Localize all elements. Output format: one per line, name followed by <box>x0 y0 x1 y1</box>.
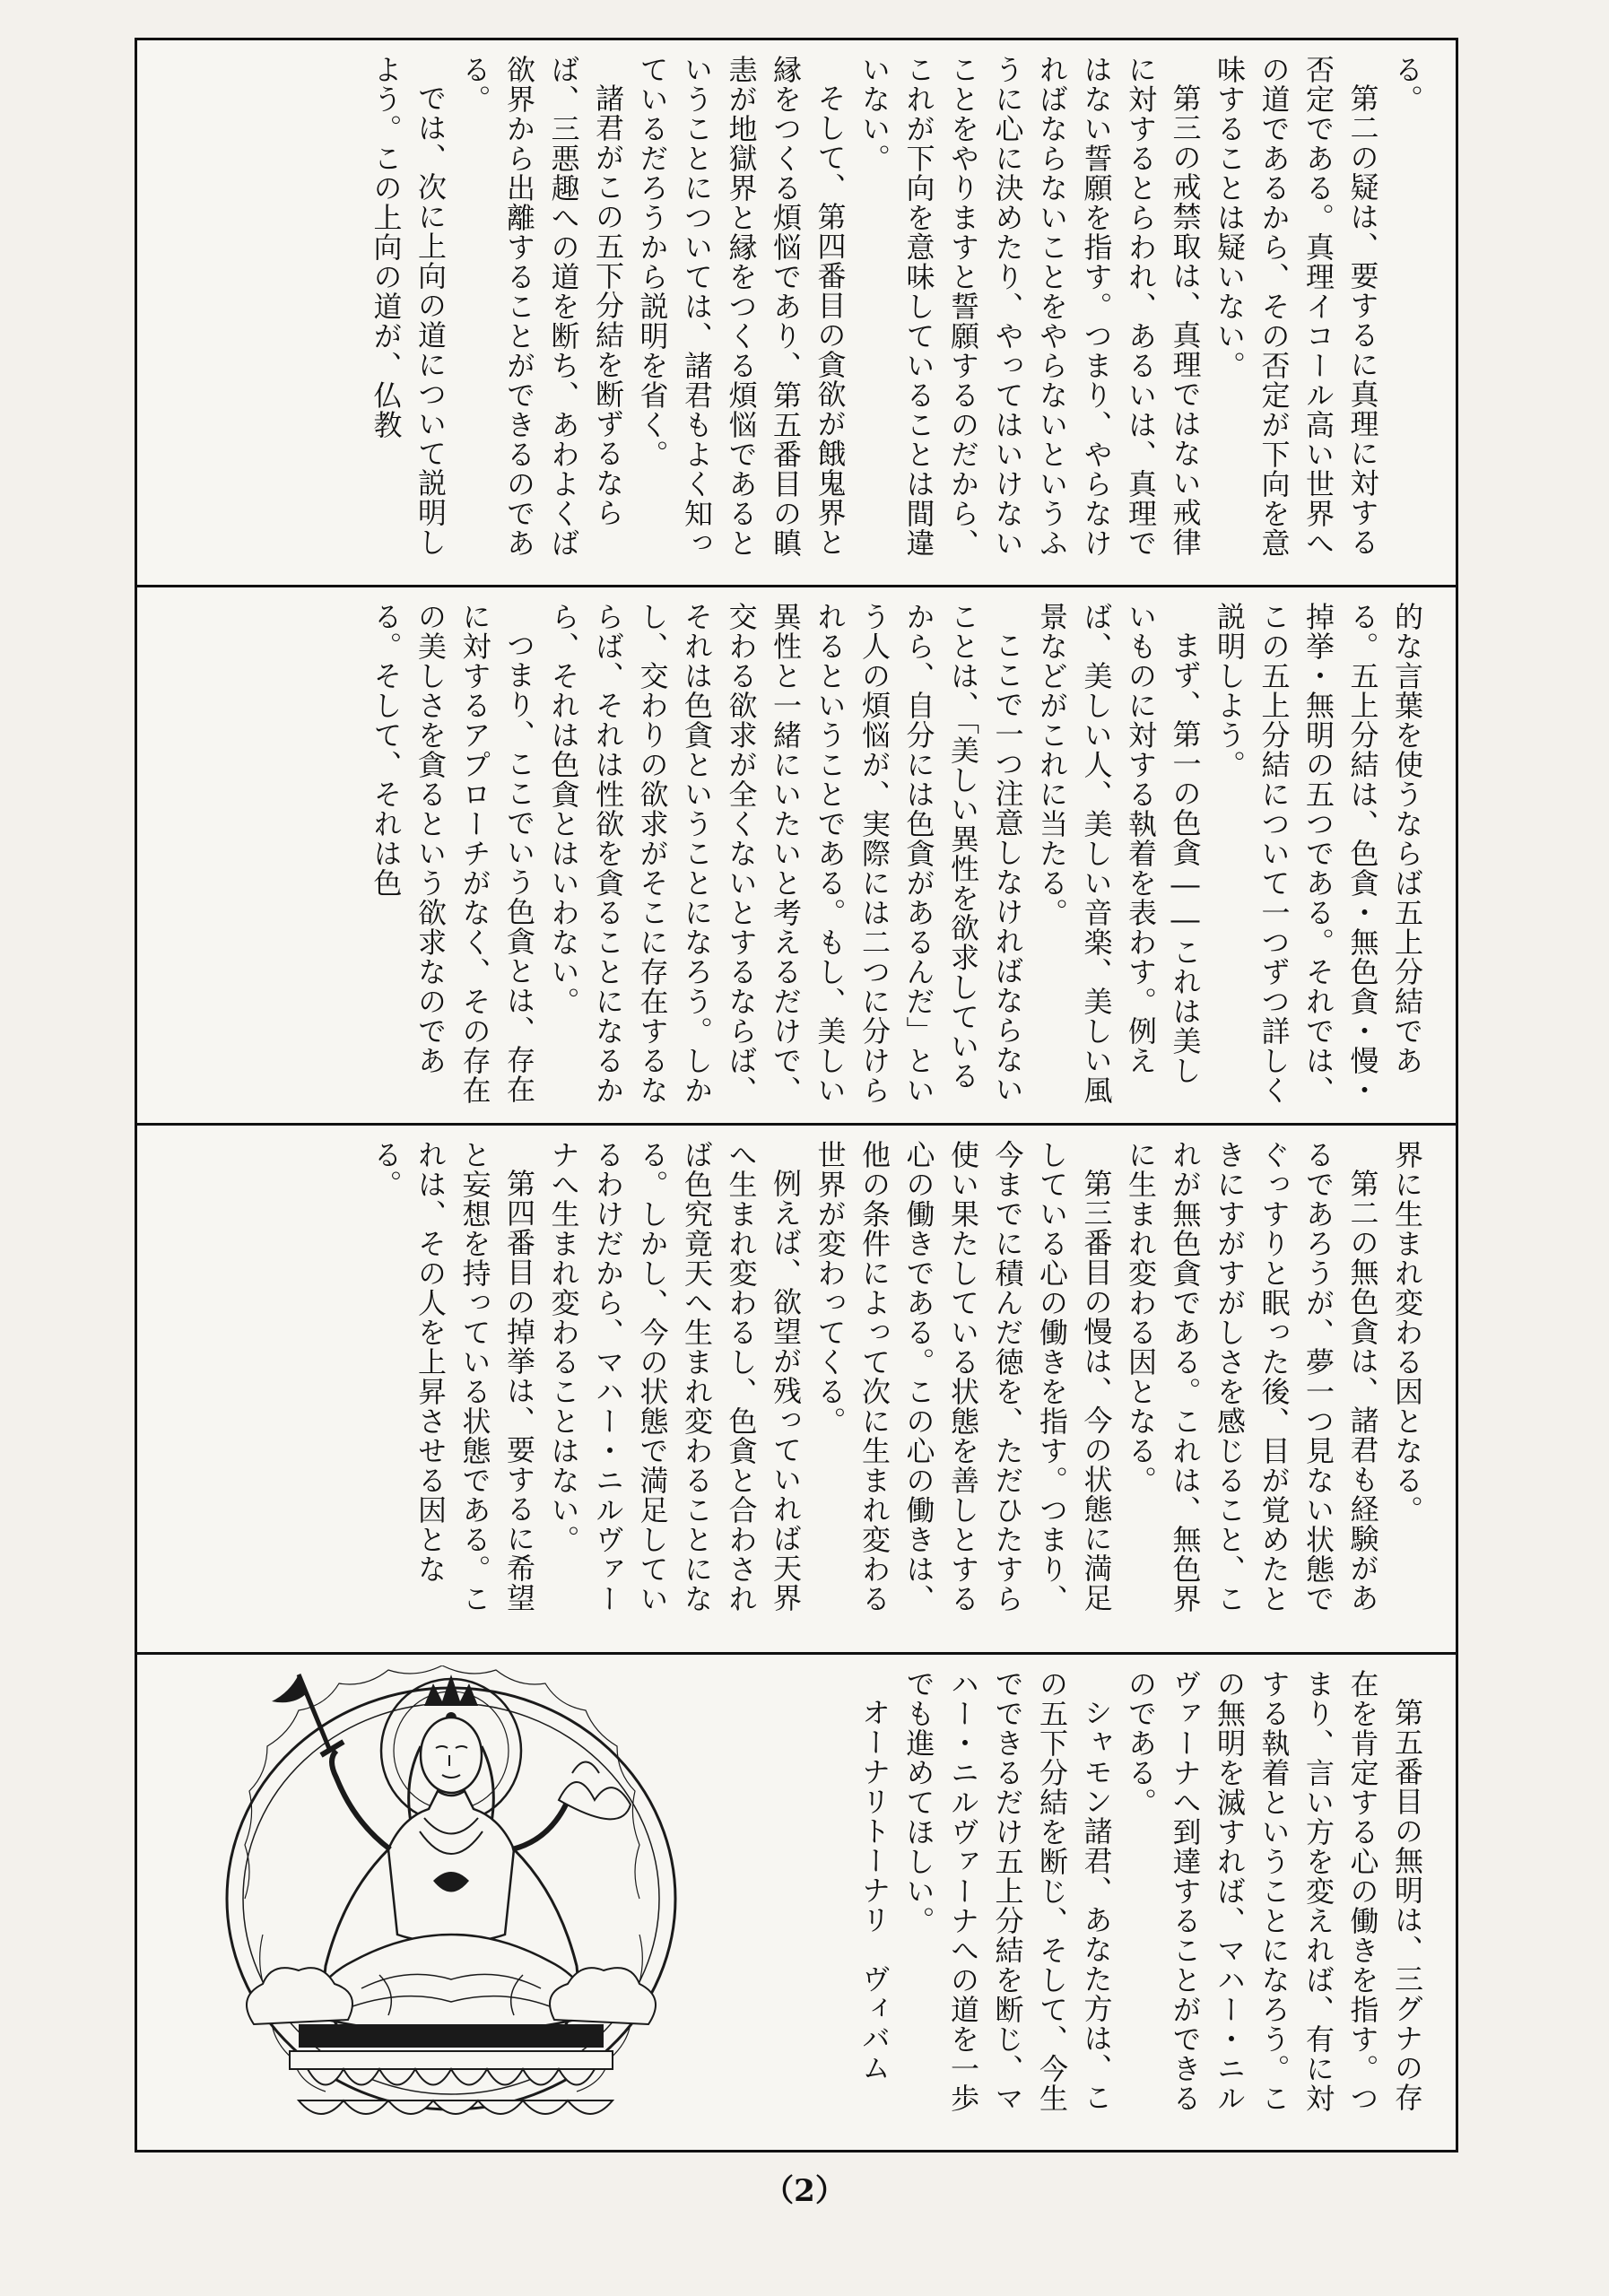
paragraph: 第四番目の掉挙は、要するに希望と妄想を持っている状態である。これは、その人を上昇させる因となる。 <box>369 1140 536 1613</box>
paragraph: 第二の疑は、要するに真理に対する否定である。真理イコール高い世界への道であるから、その否定が下向を意味することは疑いない。 <box>1213 55 1380 558</box>
vertical-text-block-4 <box>738 1669 1429 2139</box>
bodhisattva-illustration <box>164 1665 720 2141</box>
paragraph: る。 <box>1390 55 1424 114</box>
vertical-text-block-1 <box>146 55 1429 574</box>
paragraph: シャモン諸君、あなた方は、この五下分結を断じ、そして、今生でできるだけ五上分結を断じ、マハー・ニルヴァーナへの道を一歩でも進めてほしい。 <box>901 1669 1114 2113</box>
text-band-3 <box>137 1126 1456 1655</box>
paragraph: つまり、ここでいう色貪とは、存在に対するアプローチがなく、その存在の美しさを貪るという欲求なのである。そして、それは色 <box>369 602 536 1105</box>
paragraph: ここで一つ注意しなければならないことは、「美しい異性を欲求しているから、自分には色貪があるんだ」という人の煩悩が、実際には二つに分けられるということである。もし、美しい異性と一緒にいたいと考えるだけで、交わる欲求が全くないとするならば、それは色貪ということになろう。しかし、交わりの欲求がそこに存在するならば、それは性欲を貪ることになるから、それは色貪とはいわない。 <box>546 602 1025 1105</box>
mantra-line: オーナリトーナリ ヴィバム <box>857 1698 891 2083</box>
paragraph: 界に生まれ変わる因となる。 <box>1390 1140 1424 1525</box>
paragraph: 第五番目の無明は、三グナの存在を肯定する心の働きを指す。つまり、言い方を変えれば、有に対する執着ということになろう。この無明を滅すれば、マハー・ニルヴァーナへ到達することができるのである。 <box>1124 1669 1424 2113</box>
paragraph: 第二の無色貪は、諸君も経験があるであろうが、夢一つ見ない状態でぐっすりと眠った後、目が覚めたときにすがすがしさを感じること、これが無色貪である。これは、無色界に生まれ変わる因となる。 <box>1124 1140 1380 1613</box>
paragraph: そして、第四番目の貪欲が餓鬼界と縁をつくる煩悩であり、第五番目の瞋恚が地獄界と縁をつくる煩悩であるということについては、諸君もよく知っているだろうから説明を省く。 <box>635 55 848 558</box>
text-band-2 <box>137 587 1456 1126</box>
paragraph: 第三番目の慢は、今の状態に満足している心の働きを指す。つまり、今までに積んだ徳を、ただひたすら使い果たしている状態を善しとする心の働きである。この心の働きは、他の条件によって次に生まれ変わる世界が変わってくる。 <box>813 1140 1114 1613</box>
page-number: （2） <box>763 2173 846 2209</box>
paragraph: では、次に上向の道について説明しよう。この上向の道が、仏教 <box>369 55 448 557</box>
paragraph: まず、第一の色貪――これは美しいものに対する執着を表わす。例えば、美しい人、美しい音楽、美しい風景などがこれに当たる。 <box>1035 602 1203 1105</box>
page-frame <box>135 38 1458 2152</box>
text-band-1 <box>137 40 1456 587</box>
paragraph: 的な言葉を使うならば五上分結である。五上分結は、色貪・無色貪・慢・掉挙・無明の五つである。それでは、この五上分結について一つずつ詳しく説明しよう。 <box>1213 602 1424 1105</box>
vertical-text-block-2 <box>146 602 1429 1112</box>
paragraph: 第三の戒禁取は、真理ではない戒律に対するとらわれ、あるいは、真理ではない誓願を指す。つまり、やらなければならないことをやらないというふうに心に決めたり、やってはいけないことをやりますと誓願するのだから、これが下向を意味していることは間違いない。 <box>857 55 1203 558</box>
paragraph: 諸君がこの五下分結を断ずるならば、三悪趣への道を断ち、あわよくば欲界から出離することができるのである。 <box>457 55 625 558</box>
vertical-text-block-3 <box>146 1140 1429 1641</box>
paragraph: 例えば、欲望が残っていれば天界へ生まれ変わるし、色貪と合わされば色究竟天へ生まれ変わることになる。しかし、今の状態で満足しているわけだから、マハー・ニルヴァーナへ生まれ変わることはない。 <box>546 1140 803 1613</box>
text-band-4 <box>137 1655 1456 2150</box>
